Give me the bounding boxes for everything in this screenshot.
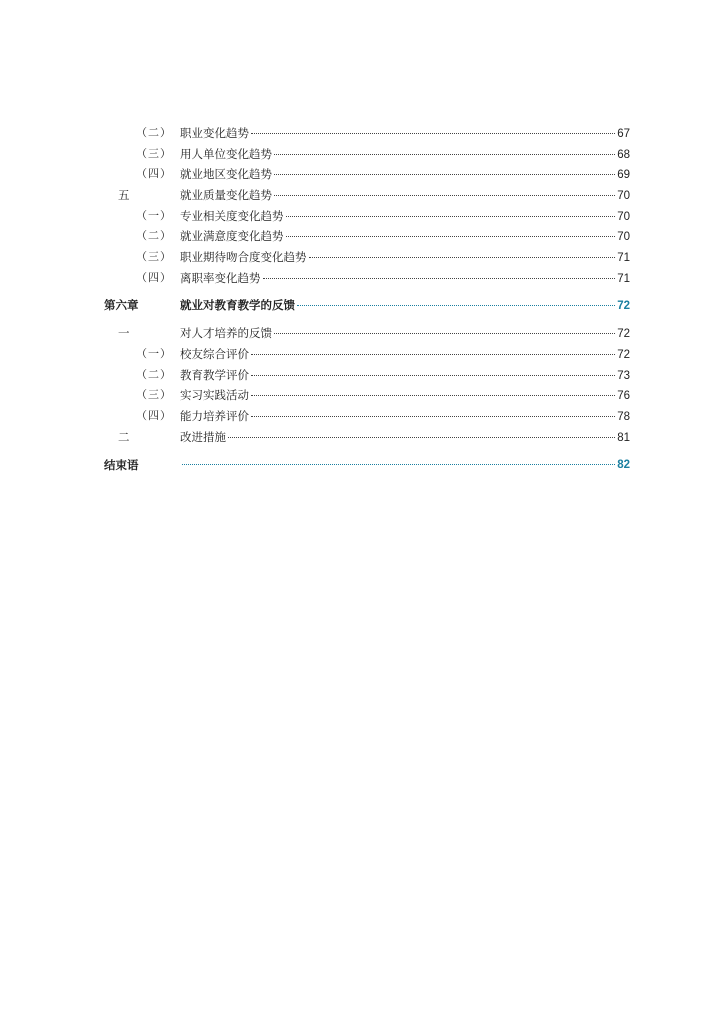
dot-leader [182, 464, 615, 465]
toc-entry-title: 能力培养评价 [180, 409, 249, 423]
toc-entry-quality-trend[interactable] [0, 186, 724, 204]
dot-leader [251, 354, 615, 355]
toc-entry-title: 就业地区变化趋势 [180, 167, 272, 181]
toc-chapter-conclusion[interactable] [0, 456, 724, 474]
dot-leader [228, 437, 615, 438]
toc-entry-number: 二 [118, 430, 130, 444]
dot-leader [274, 154, 615, 155]
dot-leader [263, 278, 616, 279]
toc-entry-title: 专业相关度变化趋势 [180, 209, 284, 223]
toc-entry-number: （四） [136, 409, 172, 422]
toc-entry-title: 就业满意度变化趋势 [180, 229, 284, 243]
toc-entry-number: （一） [136, 209, 172, 222]
toc-entry-page: 72 [617, 349, 630, 361]
toc-entry-title: 就业质量变化趋势 [180, 188, 272, 202]
toc-entry-number: 一 [118, 326, 130, 340]
dot-leader [251, 395, 615, 396]
toc-entry-page: 70 [617, 231, 630, 243]
toc-entry-number: （三） [136, 250, 172, 263]
toc-chapter-page: 82 [617, 459, 630, 471]
toc-entry-relevance-trend[interactable] [0, 207, 724, 225]
toc-entry-employer-trend[interactable] [0, 145, 724, 163]
toc-chapter-number: 第六章 [104, 298, 139, 312]
toc-entry-page: 72 [617, 328, 630, 340]
toc-entry-number: （三） [136, 147, 172, 160]
toc-entry-title: 教育教学评价 [180, 368, 249, 382]
toc-entry-page: 76 [617, 390, 630, 402]
dot-leader [274, 195, 615, 196]
toc-entry-improvements[interactable] [0, 428, 724, 446]
toc-entry-expectation-trend[interactable] [0, 248, 724, 266]
dot-leader [274, 174, 615, 175]
toc-entry-title: 离职率变化趋势 [180, 271, 261, 285]
toc-entry-title: 校友综合评价 [180, 347, 249, 361]
dot-leader [251, 416, 615, 417]
toc-entry-number: （二） [136, 229, 172, 242]
toc-entry-satisfaction-trend[interactable] [0, 227, 724, 245]
toc-entry-number: （四） [136, 271, 172, 284]
toc-entry-page: 71 [617, 252, 630, 264]
toc-entry-title: 对人才培养的反馈 [180, 326, 272, 340]
toc-entry-number: （二） [136, 368, 172, 381]
dot-leader [286, 236, 616, 237]
toc-entry-title: 用人单位变化趋势 [180, 147, 272, 161]
toc-entry-internship[interactable] [0, 386, 724, 404]
toc-entry-page: 68 [617, 149, 630, 161]
toc-entry-page: 71 [617, 273, 630, 285]
toc-entry-number: （三） [136, 388, 172, 401]
toc-entry-career-trend[interactable] [0, 124, 724, 142]
toc-entry-title: 改进措施 [180, 430, 226, 444]
toc-entry-turnover-trend[interactable] [0, 269, 724, 287]
toc-entry-title: 职业变化趋势 [180, 126, 249, 140]
toc-entry-page: 70 [617, 190, 630, 202]
toc-chapter-page: 72 [617, 300, 630, 312]
dot-leader [274, 333, 615, 334]
toc-entry-page: 67 [617, 128, 630, 140]
dot-leader [309, 257, 616, 258]
toc-entry-alumni-evaluation[interactable] [0, 345, 724, 363]
toc-entry-page: 78 [617, 411, 630, 423]
toc-entry-teaching-evaluation[interactable] [0, 366, 724, 384]
toc-entry-number: （二） [136, 126, 172, 139]
toc-entry-page: 69 [617, 169, 630, 181]
toc-entry-title: 实习实践活动 [180, 388, 249, 402]
toc-entry-number: 五 [118, 188, 130, 202]
toc-entry-number: （一） [136, 347, 172, 360]
toc-entry-region-trend[interactable] [0, 165, 724, 183]
toc-entry-training-feedback[interactable] [0, 324, 724, 342]
toc-entry-title: 职业期待吻合度变化趋势 [180, 250, 307, 264]
dot-leader [251, 375, 615, 376]
dot-leader [251, 133, 615, 134]
toc-chapter-number: 结束语 [104, 458, 139, 472]
dot-leader [297, 305, 615, 306]
toc-entry-number: （四） [136, 167, 172, 180]
toc-entry-page: 81 [617, 432, 630, 444]
toc-entry-page: 73 [617, 370, 630, 382]
dot-leader [286, 216, 616, 217]
toc-chapter-title: 就业对教育教学的反馈 [180, 298, 295, 312]
toc-chapter-six[interactable] [0, 296, 724, 314]
toc-entry-ability-evaluation[interactable] [0, 407, 724, 425]
toc-entry-page: 70 [617, 211, 630, 223]
